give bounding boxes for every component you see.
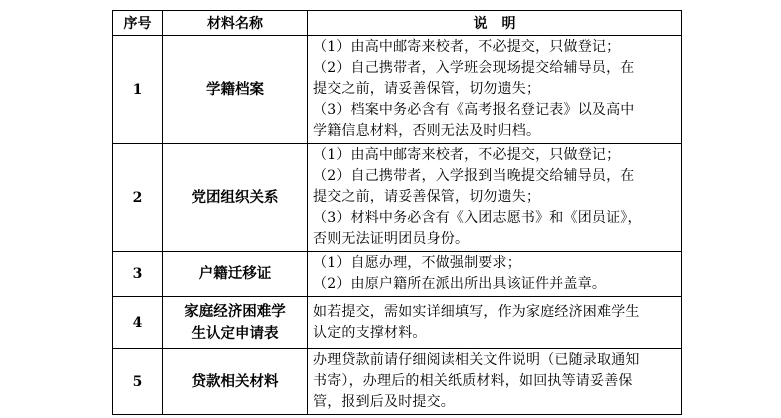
row-num: 2: [113, 144, 163, 252]
row-name: 学籍档案: [163, 36, 308, 144]
header-desc: 说 明: [308, 11, 682, 36]
desc-line: （1）由高中邮寄来校者，不必提交，只做登记；: [313, 39, 621, 55]
desc-line: 办理贷款前请仔细阅读相关文件说明（已随录取通知: [313, 352, 640, 368]
row-num: 4: [113, 297, 163, 349]
row-name: 党团组织关系: [163, 144, 308, 252]
desc-line: 提交之前，请妥善保管，切勿遗失；: [313, 81, 541, 97]
desc-line: 提交之前，请妥善保管，切勿遗失；: [313, 189, 541, 205]
row-desc: [308, 349, 682, 415]
desc-line: 管，报到后及时提交。: [313, 394, 455, 410]
row-name-line: 生认定申请表: [191, 324, 279, 342]
table-row: [113, 349, 682, 415]
desc-line: （3）材料中务必含有《入团志愿书》和《团员证》，: [313, 210, 642, 226]
row-desc: [308, 36, 682, 144]
desc-line: （3）档案中务必含有《高考报名登记表》以及高中: [313, 102, 635, 118]
desc-line: （1）自愿办理，不做强制要求；: [313, 255, 521, 271]
row-num: 3: [113, 252, 163, 297]
row-desc: [308, 144, 682, 252]
row-name-line: 家庭经济困难学: [184, 302, 286, 320]
desc-line: 学籍信息材料，否则无法及时归档。: [313, 123, 541, 139]
desc-line: （1）由高中邮寄来校者，不必提交，只做登记；: [313, 147, 621, 163]
row-name: 户籍迁移证: [163, 252, 308, 297]
row-desc: [308, 252, 682, 297]
row-num: 1: [113, 36, 163, 144]
desc-line: （2）自己携带者，入学班会现场提交给辅导员，在: [313, 60, 635, 76]
row-name: 贷款相关材料: [163, 349, 308, 415]
row-desc: [308, 297, 682, 349]
table-row: [113, 252, 682, 297]
desc-line: 书寄），办理后的相关纸质材料，如回执等请妥善保: [313, 373, 633, 389]
row-num: 5: [113, 349, 163, 415]
table-row: [113, 144, 682, 252]
desc-line: 如若提交，需如实详细填写，作为家庭经济困难学生: [313, 303, 640, 320]
header-name: 材料名称: [163, 11, 308, 36]
materials-table: [112, 10, 682, 415]
table-header-row: [113, 11, 682, 36]
header-num: 序号: [113, 11, 163, 36]
row-name: [163, 297, 308, 349]
table-row: [113, 36, 682, 144]
desc-line: （2）自己携带者，入学报到当晚提交给辅导员，在: [313, 168, 635, 184]
table-row: [113, 297, 682, 349]
desc-line: 否则无法证明团员身份。: [313, 231, 470, 247]
desc-line: 认定的支撑材料。: [313, 324, 427, 341]
desc-line: （2）由原户籍所在派出所出具该证件并盖章。: [313, 276, 607, 292]
